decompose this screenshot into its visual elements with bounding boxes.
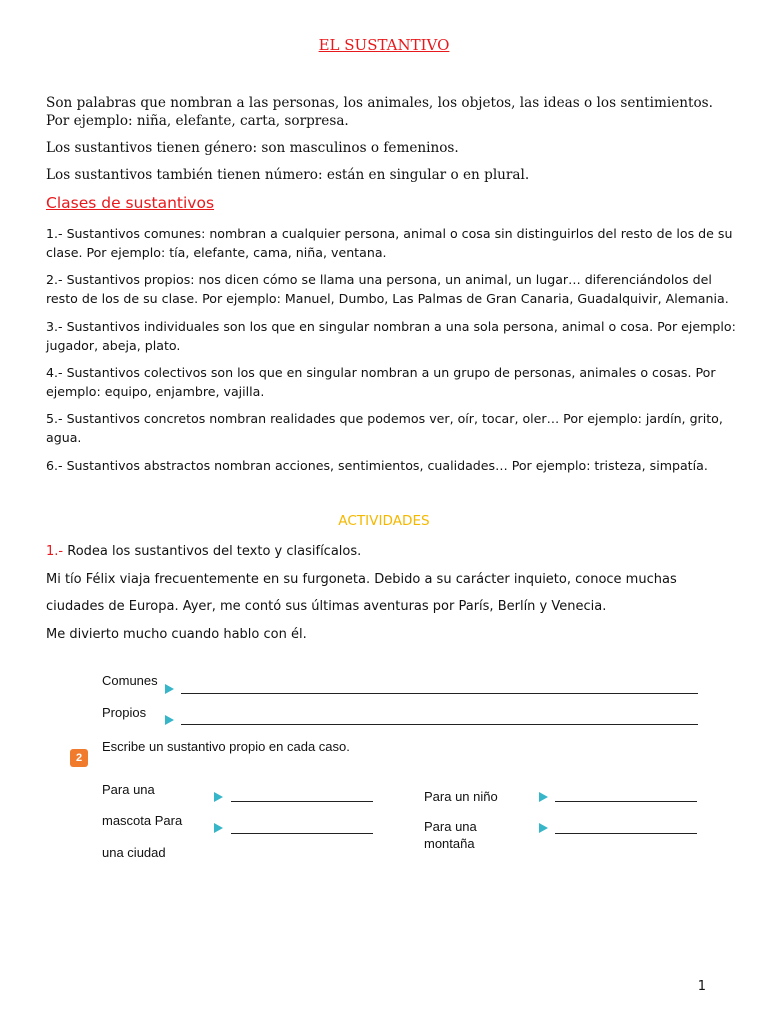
intro-paragraph-1: Son palabras que nombran a las personas, los animales, los objetos, las ideas o los sentimientos. Por ejemplo: niña, elefante, carta, sorpresa. xyxy=(46,95,713,129)
label-para-una-right: Para una xyxy=(424,819,477,834)
exercise-1-instruction xyxy=(46,543,736,561)
exercise-2-instruction-period: . xyxy=(346,739,350,754)
answer-line-mascota[interactable] xyxy=(231,801,373,802)
class-item-2: 2.- Sustantivos propios: nos dicen cómo se llama una persona, un animal, un lugar… diferenciándolos del resto de los de su clase. Por ejemplo: Manuel, Dumbo, Las Palmas de Gran Canaria, Guadalquivir, Alemania. xyxy=(46,272,729,306)
class-item-5: 5.- Sustantivos concretos nombran realidades que podemos ver, oír, tocar, oler… Por ejemplo: jardín, grito, agua. xyxy=(46,411,723,445)
exercise-2-instruction-text: Escribe un sustantivo propio en cada caso xyxy=(102,739,347,754)
label-propios: Propios xyxy=(102,705,147,720)
exercise-1-text-line: Mi tío Félix viaja frecuentemente en su furgoneta. Debido a su carácter inquieto, conoce muchas xyxy=(46,572,677,587)
exercise-1-instruction-text: Rodea los sustantivos del texto y clasifícalos. xyxy=(63,544,362,559)
answer-line-montana[interactable] xyxy=(555,833,697,834)
class-item-3: 3.- Sustantivos individuales son los que en singular nombran a una sola persona, animal o cosa. Por ejemplo: jugador, abeja, plato. xyxy=(46,319,736,353)
arrow-icon xyxy=(165,715,174,725)
label-una-ciudad: una ciudad xyxy=(102,845,166,860)
exercise-1-text-line: ciudades de Europa. Ayer, me contó sus últimas aventuras por París, Berlín y Venecia. xyxy=(46,599,607,614)
arrow-icon xyxy=(165,684,174,694)
answer-line-nino[interactable] xyxy=(555,801,697,802)
answer-line-propios[interactable] xyxy=(181,724,698,725)
answer-line-comunes[interactable] xyxy=(181,693,698,694)
activities-heading: ACTIVIDADES xyxy=(338,513,430,529)
section-title: Clases de sustantivos xyxy=(46,194,215,212)
label-para-un-nino: Para un niño xyxy=(424,789,498,804)
class-item-6: 6.- Sustantivos abstractos nombran acciones, sentimientos, cualidades… Por ejemplo: tristeza, simpatía. xyxy=(46,458,708,473)
arrow-icon xyxy=(214,823,223,833)
class-item-4: 4.- Sustantivos colectivos son los que en singular nombran a un grupo de personas, animales o cosas. Por ejemplo: equipo, enjambre, vajilla. xyxy=(46,365,716,399)
label-montana: montaña xyxy=(424,836,475,851)
page-title: EL SUSTANTIVO xyxy=(318,36,450,54)
exercise-2-instruction xyxy=(102,739,350,754)
label-comunes: Comunes xyxy=(102,673,158,688)
intro-paragraph-2: Los sustantivos tienen género: son masculinos o femeninos. xyxy=(46,140,459,156)
intro-paragraph-3: Los sustantivos también tienen número: están en singular o en plural. xyxy=(46,167,530,183)
class-item-1: 1.- Sustantivos comunes: nombran a cualquier persona, animal o cosa sin distinguirlos del resto de los de su clase. Por ejemplo: tía, elefante, cama, niña, ventana. xyxy=(46,226,733,260)
exercise-2-badge: 2 xyxy=(70,749,88,767)
label-para-una: Para una xyxy=(102,782,155,797)
page-number: 1 xyxy=(697,979,706,994)
arrow-icon xyxy=(539,792,548,802)
label-mascota-para: mascota Para xyxy=(102,813,183,828)
answer-line-ciudad[interactable] xyxy=(231,833,373,834)
exercise-1-text-line: Me divierto mucho cuando hablo con él. xyxy=(46,627,307,642)
arrow-icon xyxy=(214,792,223,802)
exercise-1-number: 1.- xyxy=(46,544,64,559)
arrow-icon xyxy=(539,823,548,833)
